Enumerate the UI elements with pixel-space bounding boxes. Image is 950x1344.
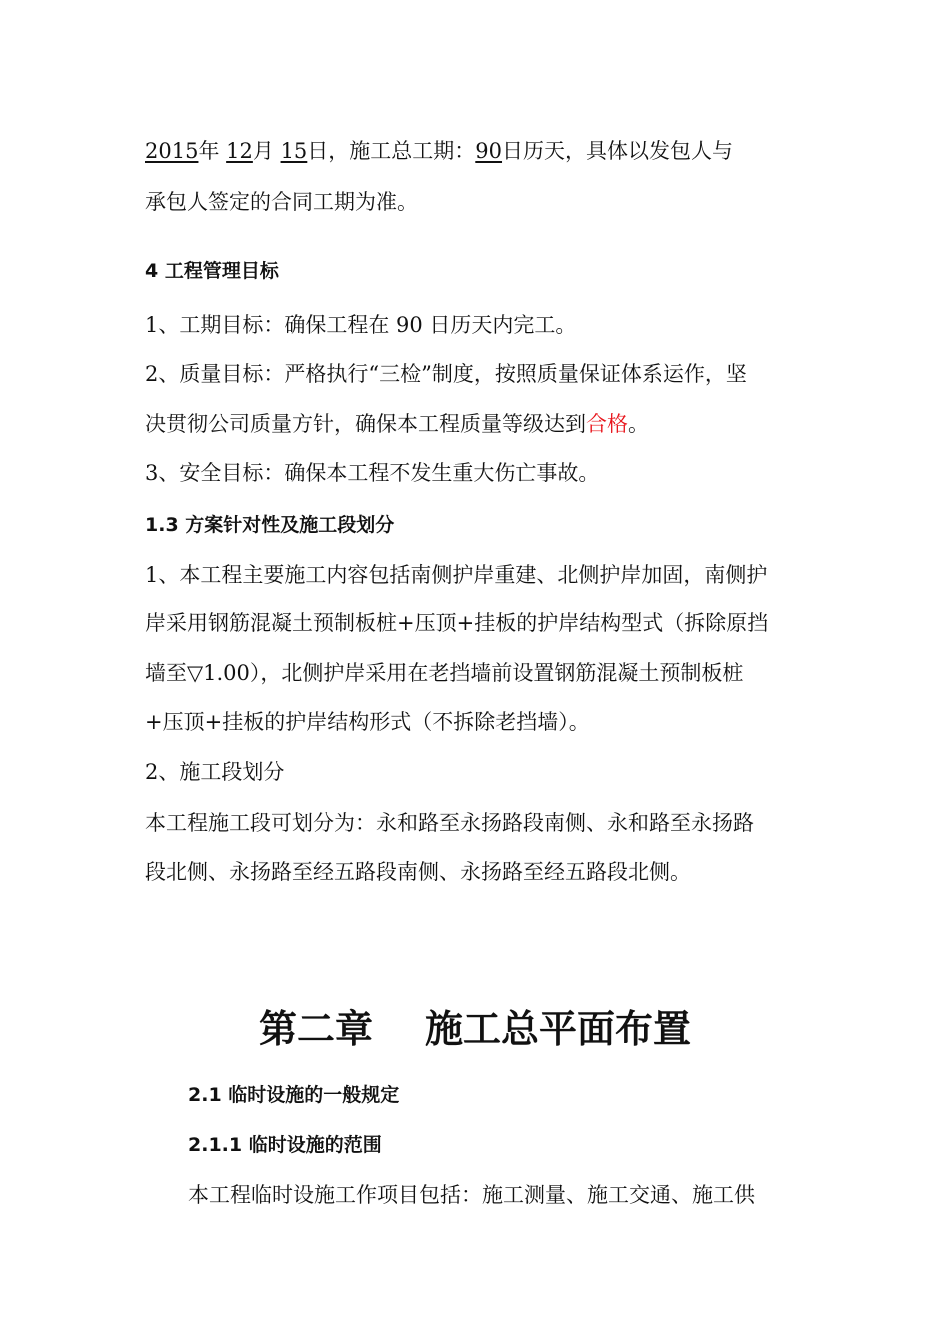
scope-line-3: 墙至▽1.00），北侧护岸采用在老挡墙前设置钢筋混凝土预制板桩 xyxy=(145,661,744,685)
goal-schedule: 1、工期目标：确保工程在 90 日历天内完工。 xyxy=(145,313,577,337)
start-year: 2015 xyxy=(145,139,199,163)
total-duration: 90 xyxy=(475,139,503,163)
goal-quality-line-2 xyxy=(145,409,649,439)
year-unit: 年 xyxy=(198,139,220,163)
chapter-title: 施工总平面布置 xyxy=(425,1007,692,1051)
intro-line-2: 承包人签定的合同工期为准。 xyxy=(145,190,418,214)
scope-line-1: 1、本工程主要施工内容包括南侧护岸重建、北侧护岸加固，南侧护 xyxy=(145,563,768,587)
start-month: 12 xyxy=(226,139,253,163)
section-4-heading: 4 工程管理目标 xyxy=(145,260,279,282)
goal-quality-end: 。 xyxy=(628,412,649,436)
section-2-1-1-heading: 2.1.1 临时设施的范围 xyxy=(188,1134,382,1156)
section-2-1-heading: 2.1 临时设施的一般规定 xyxy=(188,1084,400,1106)
goal-safety: 3、安全目标：确保本工程不发生重大伤亡事故。 xyxy=(145,461,600,485)
segment-division-title: 2、施工段划分 xyxy=(145,760,285,784)
section-1-3-heading: 1.3 方案针对性及施工段划分 xyxy=(145,514,395,536)
segment-line-2: 段北侧、永扬路至经五路段南侧、永扬路至经五路段北侧。 xyxy=(145,860,691,884)
facilities-line-1: 本工程临时设施工作项目包括：施工测量、施工交通、施工供 xyxy=(188,1183,755,1207)
intro-line-1 xyxy=(145,136,733,166)
month-unit: 月 xyxy=(252,139,274,163)
day-unit: 日，施工总工期： xyxy=(307,139,476,163)
intro-line-1-rest: 日历天，具体以发包人与 xyxy=(502,139,734,163)
chapter-heading xyxy=(0,1004,950,1054)
goal-quality-text: 决贯彻公司质量方针，确保本工程质量等级达到 xyxy=(145,412,586,436)
quality-grade-highlight: 合格 xyxy=(586,412,628,436)
scope-line-2: 岸采用钢筋混凝土预制板桩+压顶+挂板的护岸结构型式（拆除原挡 xyxy=(145,611,769,635)
chapter-number: 第二章 xyxy=(258,1007,373,1051)
segment-line-1: 本工程施工段可划分为：永和路至永扬路段南侧、永和路至永扬路 xyxy=(145,811,754,835)
scope-line-4: +压顶+挂板的护岸结构形式（不拆除老挡墙）。 xyxy=(145,710,590,734)
goal-quality-line-1: 2、质量目标：严格执行“三检”制度，按照质量保证体系运作，坚 xyxy=(145,362,747,386)
start-day: 15 xyxy=(280,139,308,163)
